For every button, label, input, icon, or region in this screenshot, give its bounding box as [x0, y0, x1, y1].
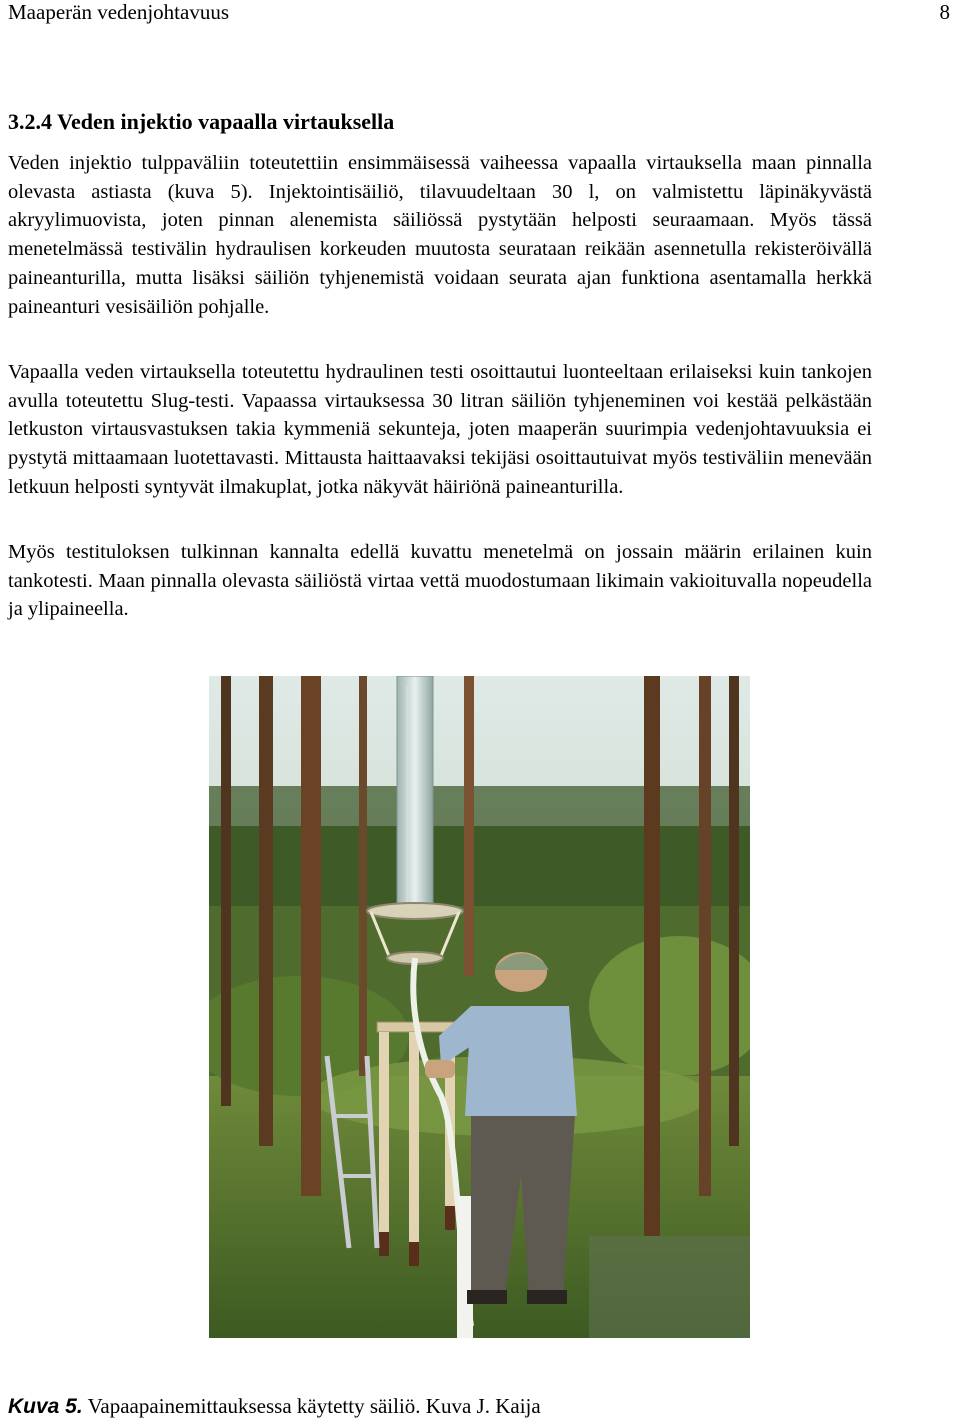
page-number: 8 — [939, 0, 950, 24]
body-paragraph: Vapaalla veden virtauksella toteutettu hydraulinen testi osoittautui luonteeltaan erilaiseksi kuin tankojen avulla toteutettu Slug-testi. Vapaassa virtauksessa 30 litran säiliön tyhjeneminen voi kestää pelkästään letkuston virtausvastuksen takia kymmeniä sekunteja, joten maaperän suurimpia vedenjohtavuuksia ei pystytä mittaamaan luotettavasti. Mittausta haittaavaksi tekijäsi osoittautuivat myös testiväliin menevään letkuun helposti syntyvät ilmakuplat, jotka näkyvät häiriönä paineanturilla. — [8, 361, 872, 498]
figure-caption — [8, 1392, 541, 1421]
figure-caption-label: Kuva 5. — [8, 1395, 83, 1418]
figure-caption-text: Vapaapainemittauksessa käytetty säiliö. Kuva J. Kaija — [82, 1394, 541, 1418]
body-paragraph: Veden injektio tulppaväliin toteutettiin ensimmäisessä vaiheessa vapaalla virtauksella maan pinnalla olevasta astiasta (kuva 5). Injektointisäiliö, tilavuudeltaan 30 l, on valmistettu läpinäkyvästä akryylimuovista, joten pinnan alenemista säiliössä pystytään helposti seuraamaan. Myös tässä menetelmässä testivälin hydraulisen korkeuden muutosta seurataan reikään asennetulla rekisteröivällä paineanturilla, mutta lisäksi säiliön tyhjenemistä voidaan seurata ajan funktiona asentamalla herkkä paineanturi vesisäiliön pohjalle. — [8, 152, 872, 318]
section-heading: 3.2.4 Veden injektio vapaalla virtauksella — [8, 109, 395, 134]
body-paragraph: Myös testituloksen tulkinnan kannalta edellä kuvattu menetelmä on jossain määrin erilainen kuin tankotesti. Maan pinnalla olevasta säiliöstä virtaa vettä muodostumaan likimain vakioituvalla nopeudella ja ylipaineella. — [8, 541, 872, 621]
figure-photo — [209, 676, 750, 1338]
forest-photo-illustration — [209, 676, 750, 1338]
running-header-title: Maaperän vedenjohtavuus — [8, 0, 230, 24]
page-header — [8, 0, 950, 30]
